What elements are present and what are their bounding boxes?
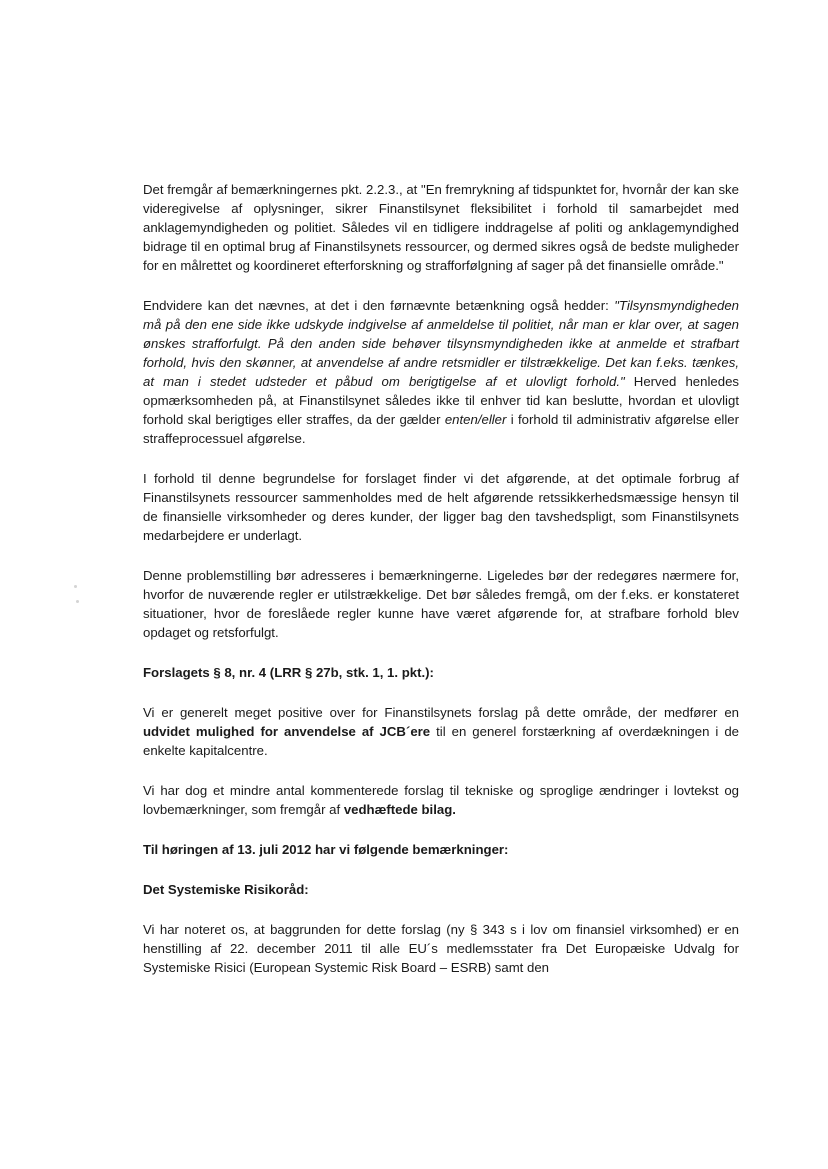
paragraph-2: [143, 296, 739, 448]
paragraph-2-mid: Herved henledes opmærksomheden på, at Finanstilsynet således ikke til enhver tid kan beslutte, hvordan et ulovligt forhold skal berigtiges eller straffes, da der gælder: [143, 374, 739, 427]
paragraph-3: I forhold til denne begrundelse for forslaget finder vi det afgørende, at det optimale forbrug af Finanstilsynets ressourcer sammenholdes med de helt afgørende retssikkerhedsmæssige hensyn til de finansielle virksomheder og deres kunder, der ligger bag den tavshedspligt, som Finanstilsynets medarbejdere er underlagt.: [143, 471, 739, 543]
document-body: [143, 180, 739, 998]
scan-speck: [76, 600, 79, 603]
paragraph-2-italic: enten/eller: [444, 412, 507, 427]
paragraph-4: Denne problemstilling bør adresseres i bemærkningerne. Ligeledes bør der redegøres nærmere for, hvorfor de nuværende regler er utilstrækkelige. Det bør således fremgå, om der f.eks. er konstateret situationer, hvor de foreslåede regler kunne have været afgørende for, at strafbare forhold blev opdaget og retsforfulgt.: [143, 568, 739, 640]
paragraph-5: [143, 703, 739, 760]
paragraph-7: Vi har noteret os, at baggrunden for dette forslag (ny § 343 s i lov om finansiel virksomhed) er en henstilling af 22. december 2011 til alle EU´s medlemsstater fra Det Europæiske Udvalg for Systemiske Risici (European Systemic Risk Board – ESRB) samt den: [143, 922, 739, 975]
paragraph-2-quote: "Tilsynsmyndigheden må på den ene side ikke udskyde indgivelse af anmeldelse til politiet, når man er klar over, at sagen ønskes strafforfulgt. På den anden side behøver tilsynsmyndigheden ikke at anmelde et strafbart forhold, hvis den skønner, at anvendelse af andre retsmidler er tilstrækkelige. Det kan f.eks. tænkes, at man i stedet udsteder et påbud om berigtigelse af et ulovligt forhold.": [143, 298, 739, 389]
paragraph-5-end: til en generel forstærkning af overdækningen i de enkelte kapitalcentre.: [143, 724, 739, 758]
paragraph-6-bold: vedhæftede bilag.: [343, 802, 456, 817]
paragraph-2-start: Endvidere kan det nævnes, at det i den førnævnte betænkning også hedder:: [143, 298, 615, 313]
section-heading-risikoraad: Det Systemiske Risikoråd:: [143, 882, 309, 897]
scan-speck: [74, 585, 77, 588]
paragraph-1: Det fremgår af bemærkningernes pkt. 2.2.3., at "En fremrykning af tidspunktet for, hvornår der kan ske videregivelse af oplysninger, sikrer Finanstilsynet fleksibilitet i forhold til samarbejdet med anklagemyndigheden og politiet. Således vil en tidligere inddragelse af politi og anklagemyndighed bidrage til en optimal brug af Finanstilsynets ressourcer, og dermed sikres også de bedste muligheder for en målrettet og koordineret efterforskning og strafforfølgning af sager på det finansielle område.": [143, 182, 739, 273]
paragraph-5-start: Vi er generelt meget positive over for Finanstilsynets forslag på dette område, der medfører en: [143, 705, 739, 720]
paragraph-5-bold: udvidet mulighed for anvendelse af JCB´ere: [143, 724, 431, 739]
paragraph-6: [143, 781, 739, 819]
paragraph-2-end: i forhold til administrativ afgørelse eller straffeprocessuel afgørelse.: [143, 412, 739, 446]
section-heading-hoering: Til høringen af 13. juli 2012 har vi følgende bemærkninger:: [143, 842, 509, 857]
paragraph-6-start: Vi har dog et mindre antal kommenterede forslag til tekniske og sproglige ændringer i lovtekst og lovbemærkninger, som fremgår af: [143, 783, 739, 817]
section-heading-forslag: Forslagets § 8, nr. 4 (LRR § 27b, stk. 1, 1. pkt.):: [143, 665, 434, 680]
